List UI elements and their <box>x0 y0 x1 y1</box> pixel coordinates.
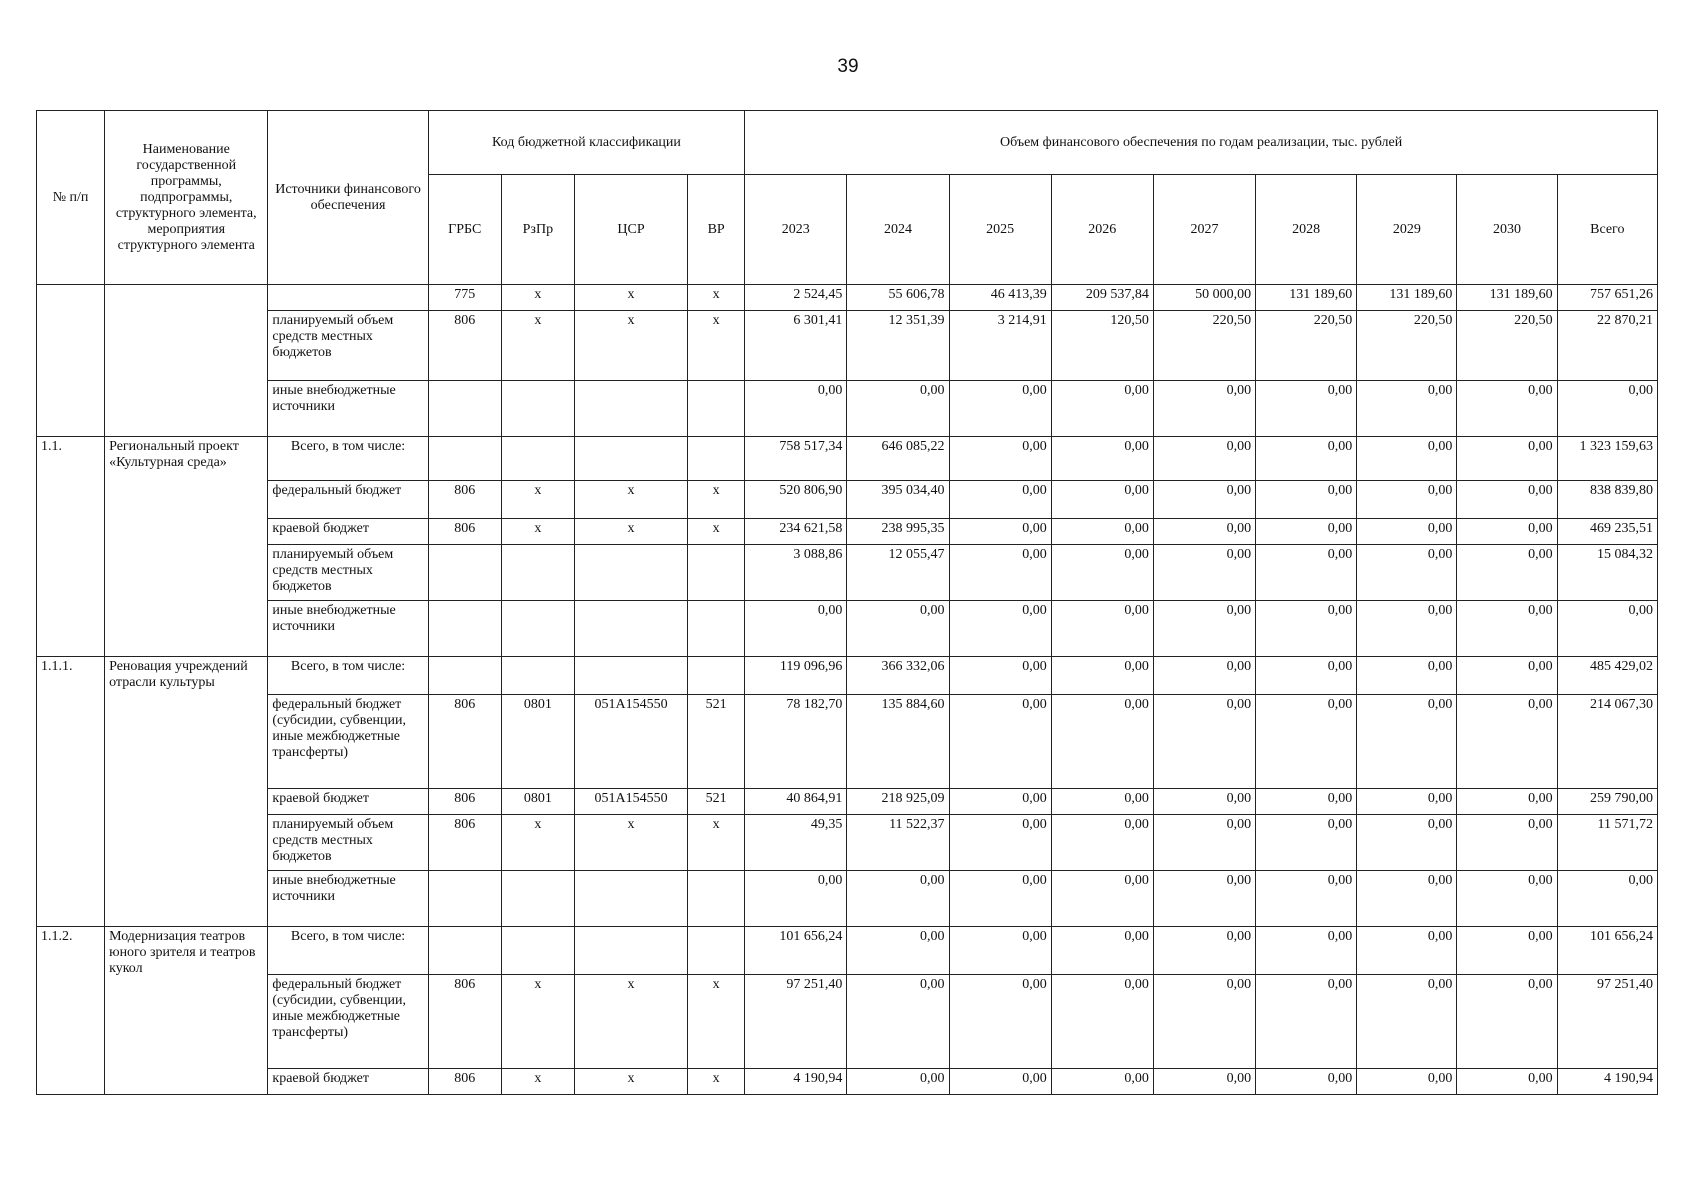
kbk-rzpr: 0801 <box>501 789 574 815</box>
row-number <box>37 285 105 437</box>
row-number: 1.1.1. <box>37 657 105 927</box>
value-year-2029: 0,00 <box>1357 789 1457 815</box>
value-year-2027: 220,50 <box>1153 311 1255 381</box>
kbk-vr: х <box>688 1069 745 1095</box>
kbk-vr <box>688 871 745 927</box>
value-year-2030: 0,00 <box>1457 545 1557 601</box>
value-year-2027: 0,00 <box>1153 871 1255 927</box>
value-year-2023: 119 096,96 <box>745 657 847 695</box>
kbk-grbs <box>428 601 501 657</box>
value-year-2028: 131 189,60 <box>1256 285 1357 311</box>
value-total: 469 235,51 <box>1557 519 1657 545</box>
header-vr: ВР <box>688 175 745 285</box>
header-year-2023: 2023 <box>745 175 847 285</box>
kbk-csr <box>574 871 687 927</box>
kbk-grbs <box>428 381 501 437</box>
financing-source: федеральный бюджет <box>268 481 428 519</box>
value-year-2024: 646 085,22 <box>847 437 949 481</box>
value-year-2027: 0,00 <box>1153 789 1255 815</box>
kbk-csr: 051А154550 <box>574 789 687 815</box>
financing-source: Всего, в том числе: <box>268 657 428 695</box>
value-year-2029: 0,00 <box>1357 519 1457 545</box>
value-total: 0,00 <box>1557 381 1657 437</box>
kbk-csr <box>574 657 687 695</box>
value-year-2024: 395 034,40 <box>847 481 949 519</box>
value-year-2028: 0,00 <box>1256 1069 1357 1095</box>
value-year-2026: 209 537,84 <box>1051 285 1153 311</box>
value-year-2026: 0,00 <box>1051 381 1153 437</box>
value-year-2028: 0,00 <box>1256 657 1357 695</box>
table-row <box>37 381 1658 437</box>
header-kbk-group: Код бюджетной классификации <box>428 111 745 175</box>
value-year-2029: 0,00 <box>1357 437 1457 481</box>
value-year-2025: 0,00 <box>949 601 1051 657</box>
value-year-2026: 0,00 <box>1051 975 1153 1069</box>
value-year-2025: 0,00 <box>949 657 1051 695</box>
value-year-2025: 0,00 <box>949 437 1051 481</box>
kbk-rzpr: х <box>501 481 574 519</box>
kbk-grbs: 775 <box>428 285 501 311</box>
value-year-2029: 0,00 <box>1357 871 1457 927</box>
table-row <box>37 545 1658 601</box>
kbk-vr <box>688 601 745 657</box>
financing-source: Всего, в том числе: <box>268 437 428 481</box>
value-year-2029: 0,00 <box>1357 381 1457 437</box>
kbk-grbs <box>428 437 501 481</box>
value-year-2024: 366 332,06 <box>847 657 949 695</box>
kbk-vr <box>688 927 745 975</box>
value-year-2027: 0,00 <box>1153 975 1255 1069</box>
value-total: 22 870,21 <box>1557 311 1657 381</box>
row-name <box>105 285 268 437</box>
header-volume-group: Объем финансового обеспечения по годам реализации, тыс. рублей <box>745 111 1658 175</box>
row-number: 1.1.2. <box>37 927 105 1095</box>
value-year-2026: 0,00 <box>1051 789 1153 815</box>
value-year-2030: 0,00 <box>1457 437 1557 481</box>
financing-source: федеральный бюджет (субсидии, субвенции, иные межбюджетные трансферты) <box>268 695 428 789</box>
value-year-2028: 0,00 <box>1256 519 1357 545</box>
value-year-2030: 0,00 <box>1457 481 1557 519</box>
header-rzpr: РзПр <box>501 175 574 285</box>
kbk-csr: х <box>574 815 687 871</box>
financing-source: планируемый объем средств местных бюджетов <box>268 545 428 601</box>
value-year-2029: 0,00 <box>1357 545 1457 601</box>
kbk-vr: 521 <box>688 789 745 815</box>
financing-source: иные внебюджетные источники <box>268 601 428 657</box>
kbk-rzpr <box>501 657 574 695</box>
table-row <box>37 975 1658 1069</box>
financing-source: иные внебюджетные источники <box>268 381 428 437</box>
table-row <box>37 695 1658 789</box>
value-total: 97 251,40 <box>1557 975 1657 1069</box>
header-year-2026: 2026 <box>1051 175 1153 285</box>
table-row <box>37 519 1658 545</box>
table-row <box>37 1069 1658 1095</box>
header-year-2029: 2029 <box>1357 175 1457 285</box>
header-year-2030: 2030 <box>1457 175 1557 285</box>
financing-source: Всего, в том числе: <box>268 927 428 975</box>
value-year-2029: 0,00 <box>1357 927 1457 975</box>
kbk-rzpr: х <box>501 519 574 545</box>
value-total: 214 067,30 <box>1557 695 1657 789</box>
kbk-vr: х <box>688 311 745 381</box>
row-name: Реновация учреждений отрасли культуры <box>105 657 268 927</box>
value-year-2028: 0,00 <box>1256 437 1357 481</box>
value-year-2029: 0,00 <box>1357 601 1457 657</box>
value-year-2026: 0,00 <box>1051 437 1153 481</box>
value-total: 101 656,24 <box>1557 927 1657 975</box>
value-year-2030: 220,50 <box>1457 311 1557 381</box>
value-year-2025: 0,00 <box>949 975 1051 1069</box>
kbk-vr: х <box>688 815 745 871</box>
kbk-grbs: 806 <box>428 311 501 381</box>
value-year-2029: 0,00 <box>1357 815 1457 871</box>
value-year-2027: 0,00 <box>1153 481 1255 519</box>
table-row <box>37 789 1658 815</box>
row-number: 1.1. <box>37 437 105 657</box>
value-year-2027: 0,00 <box>1153 381 1255 437</box>
kbk-csr: х <box>574 1069 687 1095</box>
value-year-2024: 218 925,09 <box>847 789 949 815</box>
kbk-rzpr <box>501 601 574 657</box>
value-year-2025: 0,00 <box>949 815 1051 871</box>
value-total: 4 190,94 <box>1557 1069 1657 1095</box>
value-year-2028: 0,00 <box>1256 381 1357 437</box>
kbk-rzpr: х <box>501 815 574 871</box>
kbk-grbs: 806 <box>428 519 501 545</box>
value-year-2026: 0,00 <box>1051 871 1153 927</box>
kbk-grbs <box>428 657 501 695</box>
value-year-2027: 0,00 <box>1153 519 1255 545</box>
kbk-rzpr: х <box>501 311 574 381</box>
kbk-vr: х <box>688 519 745 545</box>
value-year-2028: 0,00 <box>1256 601 1357 657</box>
value-year-2026: 0,00 <box>1051 1069 1153 1095</box>
value-year-2030: 0,00 <box>1457 381 1557 437</box>
value-year-2025: 0,00 <box>949 545 1051 601</box>
value-year-2026: 0,00 <box>1051 695 1153 789</box>
financing-source: планируемый объем средств местных бюджетов <box>268 311 428 381</box>
value-total: 838 839,80 <box>1557 481 1657 519</box>
value-year-2024: 12 055,47 <box>847 545 949 601</box>
financing-source: федеральный бюджет (субсидии, субвенции, иные межбюджетные трансферты) <box>268 975 428 1069</box>
value-year-2024: 0,00 <box>847 927 949 975</box>
value-year-2025: 0,00 <box>949 927 1051 975</box>
header-year-2024: 2024 <box>847 175 949 285</box>
value-year-2027: 0,00 <box>1153 437 1255 481</box>
kbk-vr <box>688 381 745 437</box>
value-year-2029: 0,00 <box>1357 975 1457 1069</box>
financing-source: планируемый объем средств местных бюджетов <box>268 815 428 871</box>
value-total: 15 084,32 <box>1557 545 1657 601</box>
kbk-csr: х <box>574 519 687 545</box>
kbk-rzpr <box>501 545 574 601</box>
value-year-2026: 0,00 <box>1051 927 1153 975</box>
budget-table <box>36 110 1658 1095</box>
kbk-grbs: 806 <box>428 1069 501 1095</box>
value-year-2023: 49,35 <box>745 815 847 871</box>
kbk-rzpr <box>501 871 574 927</box>
value-total: 1 323 159,63 <box>1557 437 1657 481</box>
value-total: 0,00 <box>1557 601 1657 657</box>
row-name: Региональный проект «Культурная среда» <box>105 437 268 657</box>
kbk-rzpr: х <box>501 975 574 1069</box>
kbk-grbs: 806 <box>428 975 501 1069</box>
value-year-2026: 0,00 <box>1051 601 1153 657</box>
value-year-2025: 0,00 <box>949 481 1051 519</box>
kbk-rzpr: 0801 <box>501 695 574 789</box>
header-grbs: ГРБС <box>428 175 501 285</box>
value-year-2023: 758 517,34 <box>745 437 847 481</box>
value-year-2029: 0,00 <box>1357 481 1457 519</box>
value-year-2023: 6 301,41 <box>745 311 847 381</box>
value-year-2024: 12 351,39 <box>847 311 949 381</box>
value-year-2027: 0,00 <box>1153 601 1255 657</box>
table-row <box>37 285 1658 311</box>
header-csr: ЦСР <box>574 175 687 285</box>
value-year-2030: 0,00 <box>1457 815 1557 871</box>
header-name: Наименование государственной программы, подпрограммы, структурного элемента, мероприятия структурного элемента <box>105 111 268 285</box>
kbk-csr: х <box>574 311 687 381</box>
value-year-2029: 220,50 <box>1357 311 1457 381</box>
value-total: 11 571,72 <box>1557 815 1657 871</box>
value-year-2025: 3 214,91 <box>949 311 1051 381</box>
kbk-csr <box>574 601 687 657</box>
value-year-2023: 97 251,40 <box>745 975 847 1069</box>
value-year-2024: 0,00 <box>847 601 949 657</box>
value-year-2030: 0,00 <box>1457 519 1557 545</box>
table-row <box>37 601 1658 657</box>
kbk-grbs: 806 <box>428 815 501 871</box>
value-year-2029: 131 189,60 <box>1357 285 1457 311</box>
value-year-2026: 0,00 <box>1051 519 1153 545</box>
value-year-2030: 0,00 <box>1457 601 1557 657</box>
row-name: Модернизация театров юного зрителя и театров кукол <box>105 927 268 1095</box>
value-year-2025: 0,00 <box>949 381 1051 437</box>
kbk-grbs: 806 <box>428 789 501 815</box>
header-year-2028: 2028 <box>1256 175 1357 285</box>
kbk-grbs: 806 <box>428 695 501 789</box>
value-year-2027: 0,00 <box>1153 927 1255 975</box>
header-year-2025: 2025 <box>949 175 1051 285</box>
value-year-2025: 0,00 <box>949 871 1051 927</box>
value-year-2023: 0,00 <box>745 601 847 657</box>
value-year-2024: 0,00 <box>847 1069 949 1095</box>
value-year-2023: 0,00 <box>745 381 847 437</box>
kbk-vr: х <box>688 285 745 311</box>
value-year-2027: 0,00 <box>1153 695 1255 789</box>
value-year-2025: 0,00 <box>949 695 1051 789</box>
kbk-csr <box>574 545 687 601</box>
value-year-2024: 238 995,35 <box>847 519 949 545</box>
value-year-2027: 0,00 <box>1153 1069 1255 1095</box>
value-year-2027: 0,00 <box>1153 657 1255 695</box>
value-year-2025: 0,00 <box>949 1069 1051 1095</box>
kbk-rzpr: х <box>501 1069 574 1095</box>
value-year-2024: 0,00 <box>847 381 949 437</box>
value-year-2024: 55 606,78 <box>847 285 949 311</box>
value-year-2030: 0,00 <box>1457 695 1557 789</box>
header-year-2027: 2027 <box>1153 175 1255 285</box>
value-year-2028: 0,00 <box>1256 927 1357 975</box>
value-year-2026: 120,50 <box>1051 311 1153 381</box>
value-year-2030: 0,00 <box>1457 1069 1557 1095</box>
value-year-2025: 0,00 <box>949 789 1051 815</box>
value-year-2029: 0,00 <box>1357 657 1457 695</box>
value-year-2027: 0,00 <box>1153 815 1255 871</box>
value-total: 0,00 <box>1557 871 1657 927</box>
kbk-grbs <box>428 545 501 601</box>
kbk-csr <box>574 381 687 437</box>
table-row <box>37 481 1658 519</box>
value-year-2030: 131 189,60 <box>1457 285 1557 311</box>
value-year-2023: 78 182,70 <box>745 695 847 789</box>
value-year-2023: 101 656,24 <box>745 927 847 975</box>
value-year-2029: 0,00 <box>1357 695 1457 789</box>
value-year-2028: 0,00 <box>1256 545 1357 601</box>
table-row <box>37 815 1658 871</box>
kbk-csr <box>574 927 687 975</box>
financing-source <box>268 285 428 311</box>
kbk-vr: 521 <box>688 695 745 789</box>
value-year-2023: 40 864,91 <box>745 789 847 815</box>
value-total: 757 651,26 <box>1557 285 1657 311</box>
value-year-2030: 0,00 <box>1457 871 1557 927</box>
value-year-2028: 0,00 <box>1256 481 1357 519</box>
value-year-2024: 0,00 <box>847 871 949 927</box>
value-year-2029: 0,00 <box>1357 1069 1457 1095</box>
table-row <box>37 927 1658 975</box>
value-year-2023: 4 190,94 <box>745 1069 847 1095</box>
value-year-2027: 50 000,00 <box>1153 285 1255 311</box>
table-row <box>37 437 1658 481</box>
page-number: 39 <box>837 56 859 77</box>
table-row <box>37 871 1658 927</box>
kbk-csr: х <box>574 975 687 1069</box>
kbk-csr: х <box>574 285 687 311</box>
value-total: 259 790,00 <box>1557 789 1657 815</box>
value-year-2026: 0,00 <box>1051 657 1153 695</box>
value-year-2024: 11 522,37 <box>847 815 949 871</box>
value-year-2028: 0,00 <box>1256 815 1357 871</box>
value-year-2025: 46 413,39 <box>949 285 1051 311</box>
kbk-vr <box>688 545 745 601</box>
value-year-2026: 0,00 <box>1051 545 1153 601</box>
value-year-2030: 0,00 <box>1457 789 1557 815</box>
kbk-vr: х <box>688 481 745 519</box>
header-num: № п/п <box>37 111 105 285</box>
value-year-2025: 0,00 <box>949 519 1051 545</box>
value-year-2026: 0,00 <box>1051 815 1153 871</box>
value-total: 485 429,02 <box>1557 657 1657 695</box>
kbk-rzpr <box>501 927 574 975</box>
value-year-2023: 520 806,90 <box>745 481 847 519</box>
value-year-2030: 0,00 <box>1457 927 1557 975</box>
kbk-rzpr <box>501 381 574 437</box>
kbk-vr: х <box>688 975 745 1069</box>
value-year-2023: 234 621,58 <box>745 519 847 545</box>
value-year-2028: 0,00 <box>1256 695 1357 789</box>
value-year-2028: 0,00 <box>1256 975 1357 1069</box>
financing-source: иные внебюджетные источники <box>268 871 428 927</box>
value-year-2023: 2 524,45 <box>745 285 847 311</box>
financing-source: краевой бюджет <box>268 1069 428 1095</box>
header-sources: Источники финансового обеспечения <box>268 111 428 285</box>
kbk-csr: 051А154550 <box>574 695 687 789</box>
value-year-2028: 220,50 <box>1256 311 1357 381</box>
value-year-2030: 0,00 <box>1457 975 1557 1069</box>
financing-source: краевой бюджет <box>268 519 428 545</box>
value-year-2024: 135 884,60 <box>847 695 949 789</box>
header-total: Всего <box>1557 175 1657 285</box>
kbk-csr: х <box>574 481 687 519</box>
financing-source: краевой бюджет <box>268 789 428 815</box>
value-year-2023: 0,00 <box>745 871 847 927</box>
value-year-2027: 0,00 <box>1153 545 1255 601</box>
kbk-grbs: 806 <box>428 481 501 519</box>
value-year-2028: 0,00 <box>1256 871 1357 927</box>
kbk-csr <box>574 437 687 481</box>
value-year-2028: 0,00 <box>1256 789 1357 815</box>
kbk-vr <box>688 437 745 481</box>
value-year-2026: 0,00 <box>1051 481 1153 519</box>
kbk-grbs <box>428 927 501 975</box>
value-year-2030: 0,00 <box>1457 657 1557 695</box>
table-row <box>37 311 1658 381</box>
kbk-rzpr: х <box>501 285 574 311</box>
value-year-2023: 3 088,86 <box>745 545 847 601</box>
value-year-2024: 0,00 <box>847 975 949 1069</box>
kbk-vr <box>688 657 745 695</box>
kbk-grbs <box>428 871 501 927</box>
table-row <box>37 657 1658 695</box>
kbk-rzpr <box>501 437 574 481</box>
